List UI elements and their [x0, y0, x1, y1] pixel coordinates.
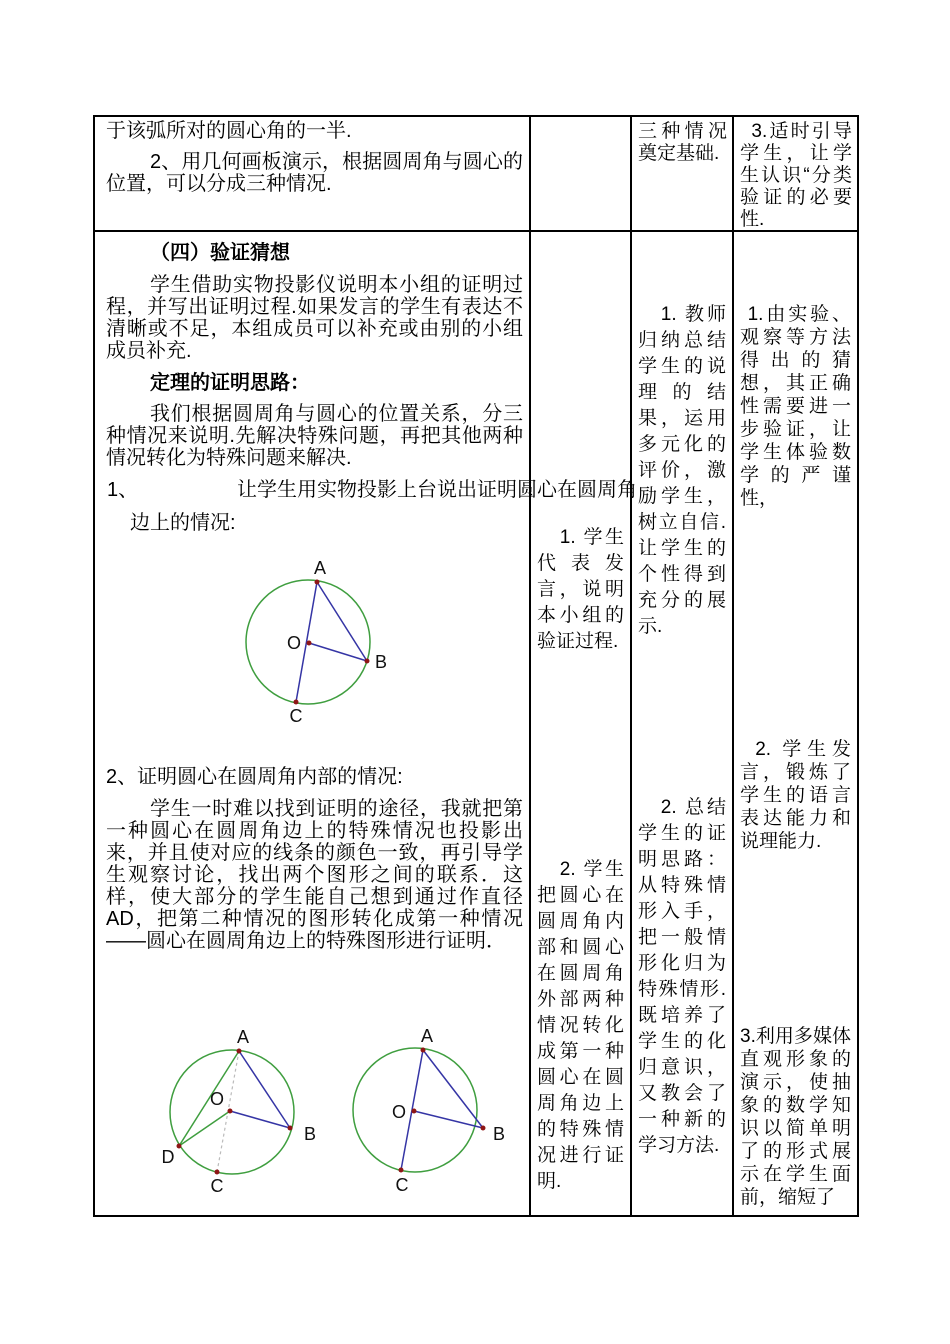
label-O: O	[209, 1089, 225, 1109]
label-B: B	[304, 1124, 317, 1144]
cell-student-activity-row1	[531, 117, 632, 232]
point-B	[365, 659, 370, 664]
student-note-2: 2. 学生把圆心在圆周角内部和圆心在圆周角外部两种情况转化成第一种圆心在圆周角边上的特殊情况进行证明.	[537, 859, 624, 1192]
label-O: O	[391, 1102, 407, 1122]
point-C	[215, 1170, 220, 1175]
teacher-note-1: 1. 教师归纳总结学生的说理的结果，运用多元化的评价，激励学生，树立自信.让学生的个性得到充分的展示.	[638, 304, 726, 637]
intent-note-1: 1.由实验、观察等方法得出的猜想，其正确性需要进一步验证，让学生体验数学的严谨性，	[740, 304, 851, 509]
segment-OB	[309, 643, 367, 661]
intent-note-3: 3.利用多媒体直观形象的演示，使抽象的数学知识以简单明了的形式展示在学生面前，缩短了	[740, 1026, 851, 1208]
cell-teacher-activity-row2	[632, 232, 734, 1215]
label-A: A	[236, 1027, 250, 1047]
teacher-note-2: 2. 总结学生的证明思路：从特殊情形入手，把一般情形化归为特殊情形.既培养了学生的化归意识，又教会了一种新的学习方法.	[638, 797, 726, 1156]
label-C: C	[210, 1176, 224, 1196]
cell-guidance-row1	[734, 117, 857, 232]
point-C	[294, 700, 299, 705]
label-O: O	[286, 633, 302, 653]
cell-design-intent-row1	[632, 117, 734, 232]
paragraph-sketchpad-demo: 2、用几何画板演示，根据圆周角与圆心的位置，可以分成三种情况.	[106, 151, 523, 195]
cell-design-intent-row2	[734, 232, 857, 1215]
point-A	[421, 1048, 426, 1053]
numbered-item-1	[106, 479, 637, 537]
section-heading-verify-conjecture: （四）验证猜想	[150, 242, 290, 264]
note-timely-guidance: 3.适时引导学生，让学生认识“分类验证的必要性.	[740, 121, 852, 230]
item-text-line2: 边上的情况:	[130, 512, 236, 534]
paragraph-diameter-ad: 学生一时难以找到证明的途径，我就把第一种圆心在圆周角边上的特殊情况也投影出来，并且使对应的线条的颜色一致，再引导学生观察讨论，找出两个图形之间的联系．这样，使大部分的学生能自己想到通过作直径 AD，把第二种情况的图形转化成第一种情况——圆心在圆周角边上的特殊图形进行证明．	[106, 798, 523, 952]
diagram-circle-center-on-side	[238, 558, 408, 740]
label-B: B	[375, 652, 388, 672]
label-A: A	[420, 1026, 434, 1046]
cell-teaching-process-row1	[95, 117, 531, 232]
label-B: B	[493, 1124, 506, 1144]
point-C	[399, 1168, 404, 1173]
paragraph-three-cases: 我们根据圆周角与圆心的位置关系，分三种情况来说明.先解决特殊问题，再把其他两种情况转化为特殊问题来解决.	[106, 403, 523, 469]
paragraph-arc-angle: 于该弧所对的圆心角的一半.	[106, 120, 352, 142]
point-B	[481, 1126, 486, 1131]
point-O	[228, 1109, 233, 1114]
point-B	[288, 1126, 293, 1131]
segment-AB	[317, 582, 367, 661]
subheading-proof-idea: 定理的证明思路：	[150, 372, 310, 394]
label-D: D	[161, 1147, 175, 1167]
point-A	[237, 1049, 242, 1054]
paragraph-student-projector: 学生借助实物投影仪说明本小组的证明过程，并写出证明过程.如果发言的学生有表达不清晰或不足，本组成员可以补充或由别的小组成员补充.	[106, 274, 523, 362]
item-number: 1、	[107, 479, 139, 501]
student-note-1: 1. 学生代表发言，说明本小组的验证过程.	[537, 527, 624, 652]
label-C: C	[289, 706, 303, 726]
note-three-cases: 三种情况奠定基础.	[638, 121, 727, 164]
point-A	[315, 580, 320, 585]
intent-note-2: 2. 学生发言，锻炼了学生的语言表达能力和说理能力.	[740, 739, 851, 852]
label-C: C	[395, 1175, 409, 1195]
cell-student-activity-row2	[531, 232, 632, 1215]
point-O	[412, 1109, 417, 1114]
item-text-overflow: 让学生用实物投影上台说出证明圆心在圆周角	[237, 479, 637, 501]
diagram-circle-center-inside-with-AD	[158, 1026, 328, 1208]
label-A: A	[313, 558, 327, 578]
numbered-item-2: 2、证明圆心在圆周角内部的情况:	[106, 766, 403, 788]
diagram-circle-center-on-side-2	[341, 1025, 513, 1207]
point-D	[177, 1144, 182, 1149]
point-O	[307, 641, 312, 646]
